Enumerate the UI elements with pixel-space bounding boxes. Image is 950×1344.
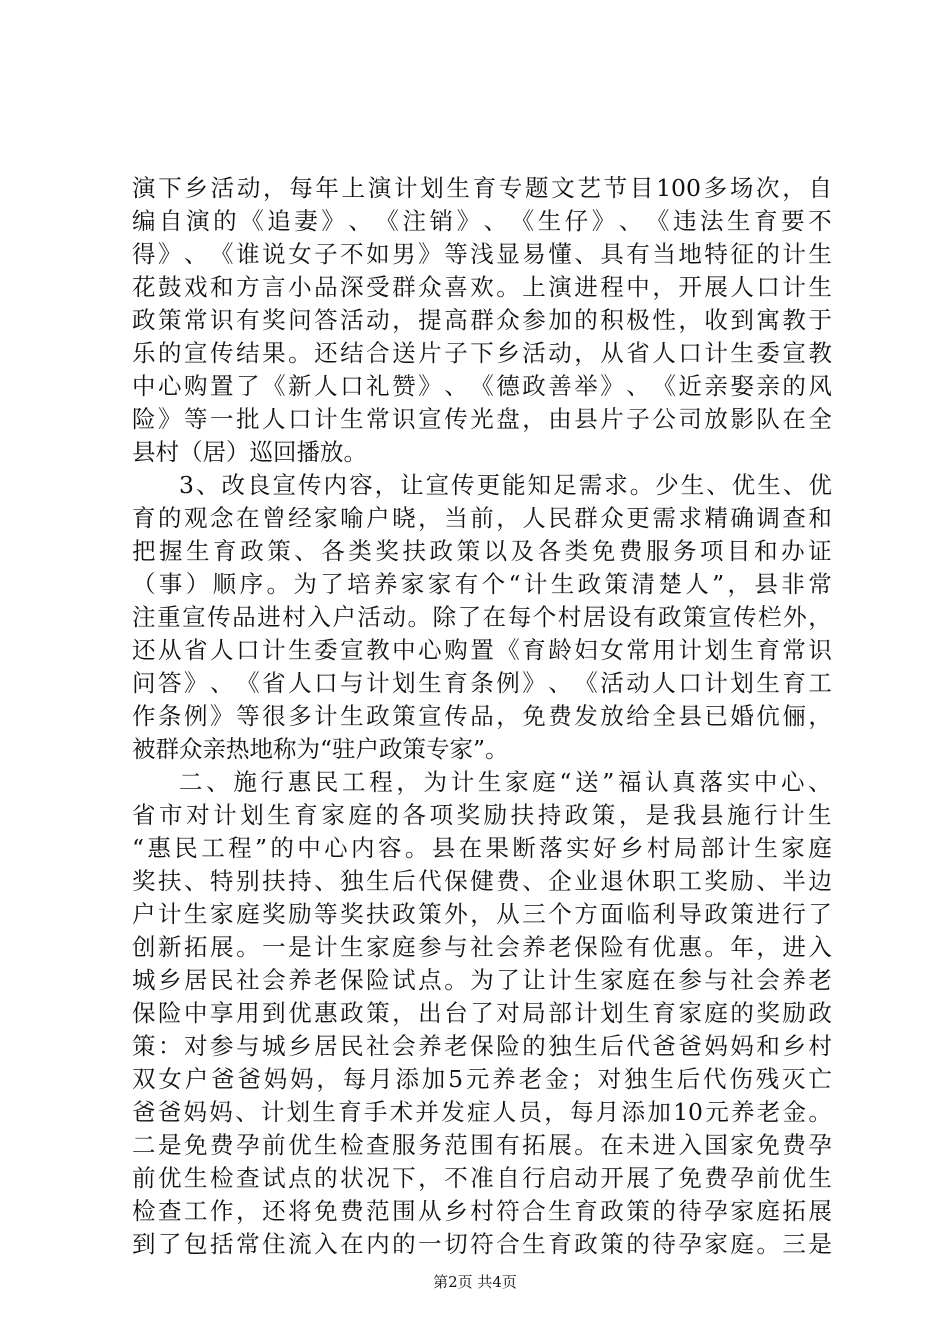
text-line: 检 查 工 作 ， 还 将 免 费 范 围 从 乡 村 符 合 生 育 政 策 的 待 孕 家 庭 拓 展: [132, 1197, 832, 1225]
text-line: 到 了 包 括 常 住 流 入 在 内 的 一 切 符 合 生 育 政 策 的 待 孕 家 庭 。 三 是: [132, 1230, 832, 1258]
text-line: 奖 扶 、 特 别 扶 持 、 独 生 后 代 保 健 费 、 企 业 退 休 职 工 奖 励 、 半 边: [132, 867, 832, 895]
text-line: 3 、 改 良 宣 传 内 容 ， 让 宣 传 更 能 知 足 需 求 。 少 生 、 优 生 、 优: [179, 471, 832, 499]
text-line: 前 优 生 检 查 试 点 的 状 况 下 ， 不 准 自 行 启 动 开 展 了 免 费 孕 前 优 生: [132, 1164, 832, 1192]
text-line: 花 鼓 戏 和 方 言 小 品 深 受 群 众 喜 欢 。 上 演 进 程 中 ， 开 展 人 口 计 生: [132, 273, 832, 301]
text-line: 策 ： 对 参 与 城 乡 居 民 社 会 养 老 保 险 的 独 生 后 代 爸 爸 妈 妈 和 乡 村: [132, 1032, 832, 1060]
text-line: 注 重 宣 传 品 进 村 入 户 活 动 。 除 了 在 每 个 村 居 设 有 政 策 宣 传 栏 外 ，: [132, 603, 832, 631]
text-line: 演 下 乡 活 动 ， 每 年 上 演 计 划 生 育 专 题 文 艺 节 目 100 多 场 次 ， 自: [132, 174, 832, 202]
text-line: 城 乡 居 民 社 会 养 老 保 险 试 点 。 为 了 让 计 生 家 庭 在 参 与 社 会 养 老: [132, 966, 832, 994]
text-line: 中 心 购 置 了 《 新 人 口 礼 赞 》 、 《 德 政 善 举 》 、 《 近 亲 娶 亲 的 风: [132, 372, 832, 400]
body-text: [132, 172, 832, 1261]
text-line: 把 握 生 育 政 策 、 各 类 奖 扶 政 策 以 及 各 类 免 费 服 务 项 目 和 办 证: [132, 537, 832, 565]
text-line: 乐 的 宣 传 结 果 。 还 结 合 送 片 子 下 乡 活 动 ， 从 省 人 口 计 生 委 宣 教: [132, 339, 832, 367]
text-line: 险 》 等 一 批 人 口 计 生 常 识 宣 传 光 盘 ， 由 县 片 子 公 司 放 影 队 在 全: [132, 405, 832, 433]
text-line: 创 新 拓 展 。 一 是 计 生 家 庭 参 与 社 会 养 老 保 险 有 优 惠 。 年 ， 进 入: [132, 933, 832, 961]
text-line: 县村（居）巡回播放。: [132, 438, 367, 466]
text-line: 得 》 、 《 谁 说 女 子 不 如 男 》 等 浅 显 易 懂 、 具 有 当 地 特 征 的 计 生: [132, 240, 832, 268]
page-footer: [0, 1272, 950, 1292]
text-line: （ 事 ） 顺 序 。 为 了 培 养 家 家 有 个 “ 计 生 政 策 清 楚 人 ” ， 县 非 常: [132, 570, 832, 598]
text-line: 二 是 免 费 孕 前 优 生 检 查 服 务 范 围 有 拓 展 。 在 未 进 入 国 家 免 费 孕: [132, 1131, 832, 1159]
text-line: 作 条 例 》 等 很 多 计 生 政 策 宣 传 品 ， 免 费 发 放 给 全 县 已 婚 伉 俪 ，: [132, 702, 832, 730]
text-line: 编 自 演 的 《 追 妻 》 、 《 注 销 》 、 《 生 仔 》 、 《 违 法 生 育 要 不: [132, 207, 832, 235]
text-line: 双 女 户 爸 爸 妈 妈 ， 每 月 添 加 5 元 养 老 金 ； 对 独 生 后 代 伤 残 灭 亡: [132, 1065, 832, 1093]
text-line: “ 惠 民 工 程 ” 的 中 心 内 容 。 县 在 果 断 落 实 好 乡 村 局 部 计 生 家 庭: [132, 834, 832, 862]
text-line: 保 险 中 享 用 到 优 惠 政 策 ， 出 台 了 对 局 部 计 划 生 育 家 庭 的 奖 励 政: [132, 999, 832, 1027]
page-number: 第2页 共4页: [433, 1273, 517, 1291]
text-line: 被群众亲热地称为“驻户政策专家”。: [132, 735, 509, 763]
text-line: 户 计 生 家 庭 奖 励 等 奖 扶 政 策 外 ， 从 三 个 方 面 临 利 导 政 策 进 行 了: [132, 900, 832, 928]
text-line: 还 从 省 人 口 计 生 委 宣 教 中 心 购 置 《 育 龄 妇 女 常 用 计 划 生 育 常 识: [132, 636, 832, 664]
text-line: 政 策 常 识 有 奖 问 答 活 动 ， 提 高 群 众 参 加 的 积 极 性 ， 收 到 寓 教 于: [132, 306, 832, 334]
text-line: 二 、 施 行 惠 民 工 程 ， 为 计 生 家 庭 “ 送 ” 福 认 真 落 实 中 心 、: [179, 768, 832, 796]
text-line: 爸 爸 妈 妈 、 计 划 生 育 手 术 并 发 症 人 员 ， 每 月 添 加 10 元 养 老 金 。: [132, 1098, 832, 1126]
text-line: 育 的 观 念 在 曾 经 家 喻 户 晓 ， 当 前 ， 人 民 群 众 更 需 求 精 确 调 查 和: [132, 504, 832, 532]
text-line: 省 市 对 计 划 生 育 家 庭 的 各 项 奖 励 扶 持 政 策 ， 是 我 县 施 行 计 生: [132, 801, 832, 829]
text-line: 问 答 》 、 《 省 人 口 与 计 划 生 育 条 例 》 、 《 活 动 人 口 计 划 生 育 工: [132, 669, 832, 697]
